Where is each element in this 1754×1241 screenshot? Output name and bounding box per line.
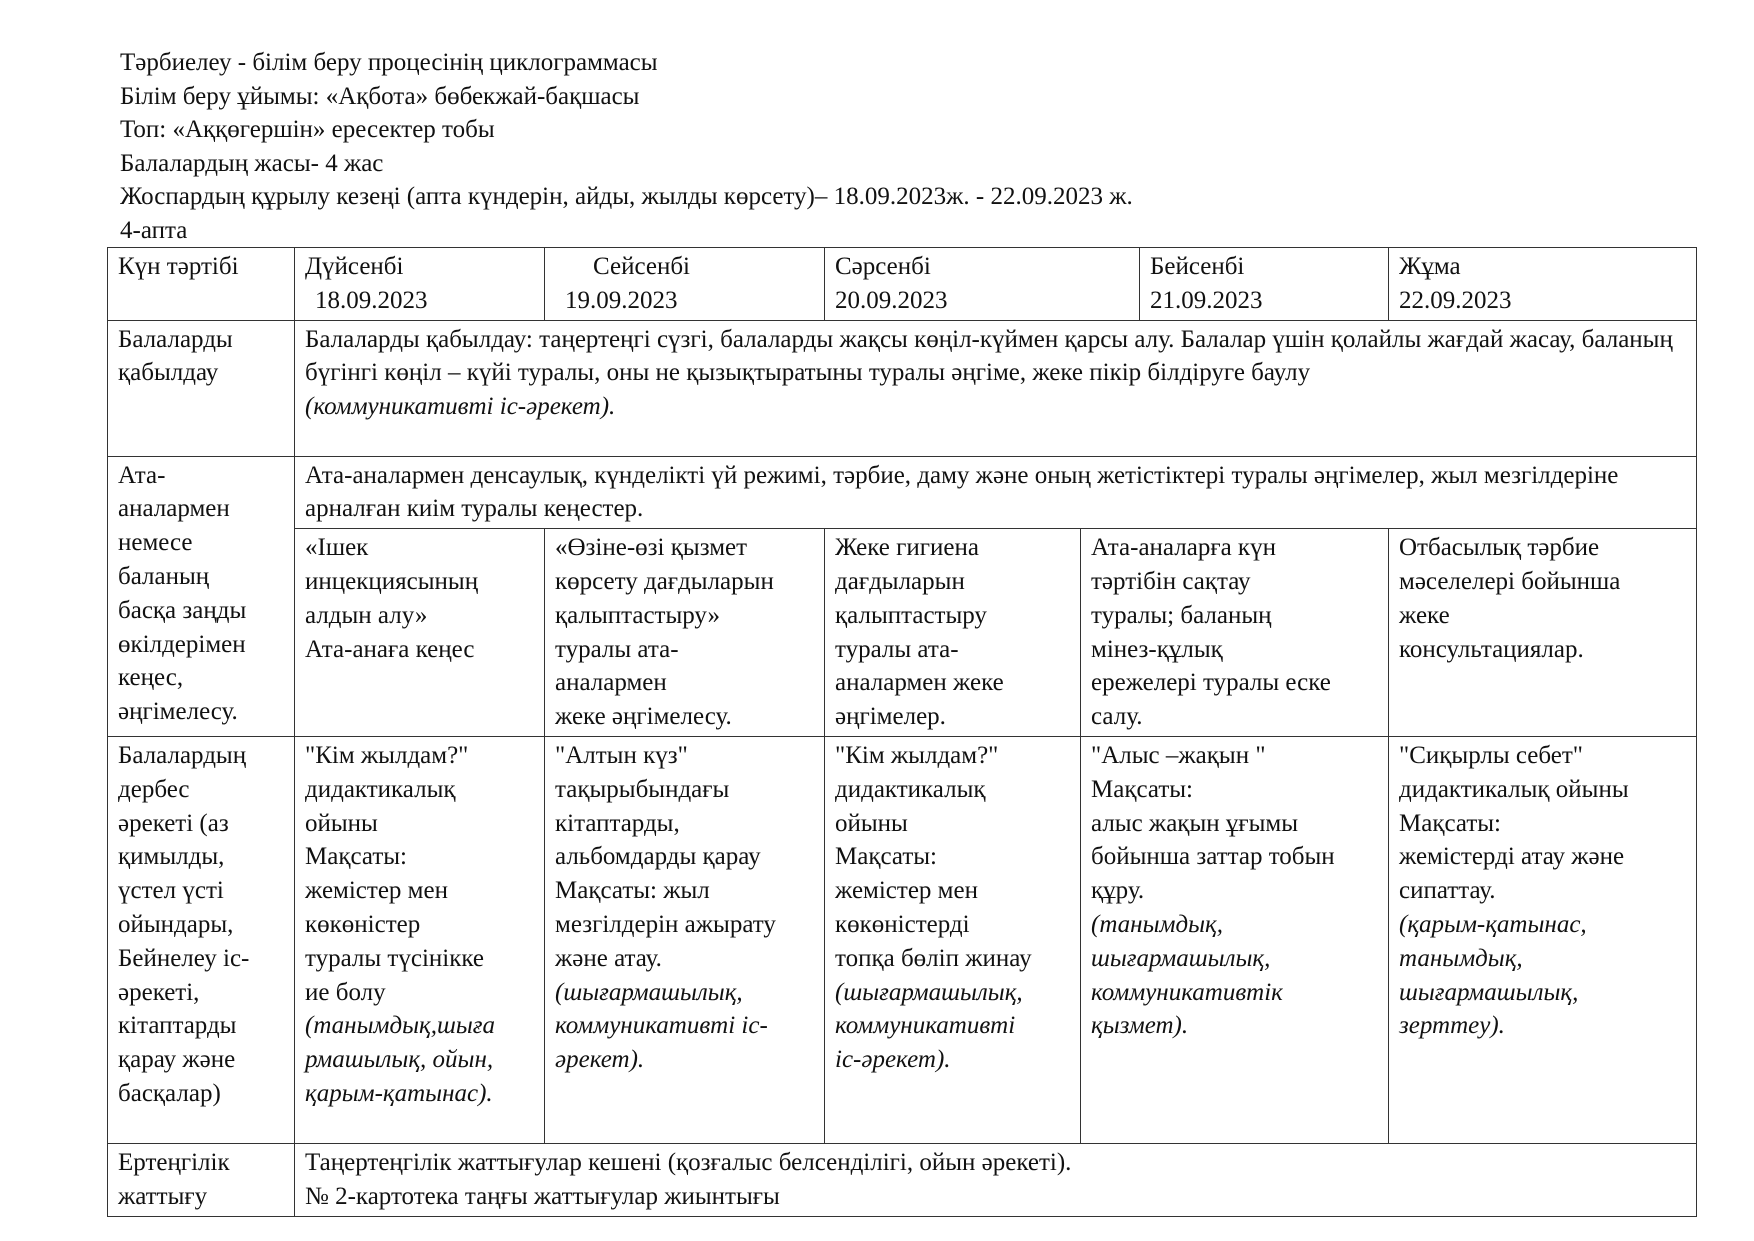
parents-general-text: Ата-аналармен денсаулық, күнделікті үй режимі, тәрбие, даму және оның жетістіктері туралы әңгімелер, жыл мезгілдеріне арналған киім туралы кеңестер. bbox=[295, 456, 1697, 529]
age-line: Балалардың жасы- 4 жас bbox=[120, 149, 384, 177]
day-name: Дүйсенбі bbox=[305, 253, 404, 280]
period-line: Жоспардың құрылу кезеңі (апта күндерін, айды, жылды көрсету)– 18.09.2023ж. - 22.09.2023 ж. bbox=[120, 183, 1133, 210]
independent-tuesday bbox=[545, 736, 825, 1143]
day-header-tuesday bbox=[545, 248, 825, 321]
independent-wednesday bbox=[825, 736, 1081, 1143]
parents-monday: «Ішек инцекциясының алдын алу» Ата-анаға кеңес bbox=[295, 529, 545, 737]
day-name: Бейсенбі bbox=[1150, 253, 1245, 280]
organization-line: Білім беру ұйымы: «Ақбота» бөбекжай-бақшасы bbox=[120, 82, 640, 110]
activity-note: (шығармашылық, коммуникативті іс-әрекет). bbox=[835, 978, 1023, 1074]
day-date: 20.09.2023 bbox=[835, 286, 948, 314]
parents-thursday: Ата-аналарға күн тәртібін сақтау туралы; баланың мінез-құлық ережелері туралы еске салу. bbox=[1081, 529, 1389, 737]
table-header-row bbox=[108, 248, 1697, 321]
day-header-thursday bbox=[1140, 248, 1389, 321]
activity-note: (танымдық,шыға рмашылық, ойын, қарым-қатынас). bbox=[305, 1012, 496, 1107]
parents-label: Ата- аналармен немесе баланың басқа заңды өкілдерімен кеңес, әңгімелесу. bbox=[108, 456, 295, 736]
cyclogram-table bbox=[107, 247, 1697, 1217]
day-header-wednesday bbox=[825, 248, 1140, 321]
parents-tuesday: «Өзіне-өзі қызмет көрсету дағдыларын қалыптастыру» туралы ата- аналармен жеке әңгімелесу. bbox=[545, 529, 825, 737]
independent-row bbox=[108, 736, 1697, 1143]
activity-text: "Алтын күз" тақырыбындағы кітаптарды, альбомдарды қарау Мақсаты: жыл мезгілдерін ажырату және атау. bbox=[555, 741, 776, 972]
activity-note: (қарым-қатынас, танымдық, шығармашылық, зерттеу). bbox=[1399, 910, 1587, 1040]
activity-note: (шығармашылық, коммуникативті іс- әрекет). bbox=[555, 978, 768, 1074]
col-header-schedule: Күн тәртібі bbox=[108, 248, 295, 321]
activity-text: "Алыс –жақын " Мақсаты: алыс жақын ұғымы бойынша заттар тобын құру. bbox=[1091, 741, 1335, 905]
exercise-line-1: Таңертеңгілік жаттығулар кешені (қозғалыс белсенділігі, ойын әрекеті). bbox=[305, 1148, 1072, 1176]
independent-monday bbox=[295, 736, 545, 1143]
parents-friday: Отбасылық тәрбие мәселелері бойынша жеке консультациялар. bbox=[1389, 529, 1697, 737]
activity-note: (танымдық, шығармашылық, коммуникативтік қызмет). bbox=[1091, 910, 1283, 1040]
day-date: 18.09.2023 bbox=[315, 286, 428, 314]
exercise-content bbox=[295, 1143, 1697, 1216]
independent-label: Балалардың дербес әрекеті (аз қимылды, үстел үсті ойындары, Бейнелеу іс- әрекеті, кітаптарды қарау және басқалар) bbox=[108, 736, 295, 1143]
reception-content bbox=[295, 320, 1697, 456]
day-name: Сейсенбі bbox=[593, 253, 690, 280]
day-name: Жұма bbox=[1399, 253, 1461, 280]
exercise-line-2: № 2-картотека таңғы жаттығулар жиынтығы bbox=[305, 1182, 780, 1210]
independent-friday bbox=[1389, 736, 1697, 1143]
exercise-row bbox=[108, 1143, 1697, 1216]
day-date: 21.09.2023 bbox=[1150, 286, 1263, 314]
week-line: 4-апта bbox=[120, 216, 188, 244]
group-line: Топ: «Аққөгершін» ересектер тобы bbox=[120, 116, 495, 143]
parents-days-row bbox=[108, 529, 1697, 737]
reception-row bbox=[108, 320, 1697, 456]
document-title: Тәрбиелеу - білім беру процесінің циклограммасы bbox=[120, 49, 658, 76]
independent-thursday bbox=[1081, 736, 1389, 1143]
day-header-monday bbox=[295, 248, 545, 321]
document-header bbox=[120, 46, 1133, 247]
parents-general-row bbox=[108, 456, 1697, 529]
day-name: Сәрсенбі bbox=[835, 253, 931, 280]
reception-note: (коммуникативті іс-әрекет). bbox=[305, 393, 616, 421]
day-date: 22.09.2023 bbox=[1399, 286, 1512, 314]
parents-wednesday: Жеке гигиена дағдыларын қалыптастыру туралы ата- аналармен жеке әңгімелер. bbox=[825, 529, 1081, 737]
activity-text: "Сиқырлы себет" дидактикалық ойыны Мақсаты: жемістерді атау және сипаттау. bbox=[1399, 741, 1629, 905]
activity-text: "Кім жылдам?" дидактикалық ойыны Мақсаты: жемістер мен көкөністерді топқа бөліп жинау bbox=[835, 741, 1032, 972]
reception-text: Балаларды қабылдау: таңертеңгі сүзгі, балаларды жақсы көңіл-күймен қарсы алу. Балалар үшін қолайлы жағдай жасау, баланың бүгінгі көңіл – күйі туралы, оны не қызықтыратыны туралы әңгіме, жеке пікір білдіруге баулу bbox=[305, 325, 1673, 387]
day-header-friday bbox=[1389, 248, 1697, 321]
day-date: 19.09.2023 bbox=[565, 286, 678, 314]
activity-text: "Кім жылдам?" дидактикалық ойыны Мақсаты: жемістер мен көкөністер туралы түсінікке ие болу bbox=[305, 741, 484, 1006]
reception-label: Балаларды қабылдау bbox=[108, 320, 295, 456]
exercise-label: Ертеңгілік жаттығу bbox=[108, 1143, 295, 1216]
